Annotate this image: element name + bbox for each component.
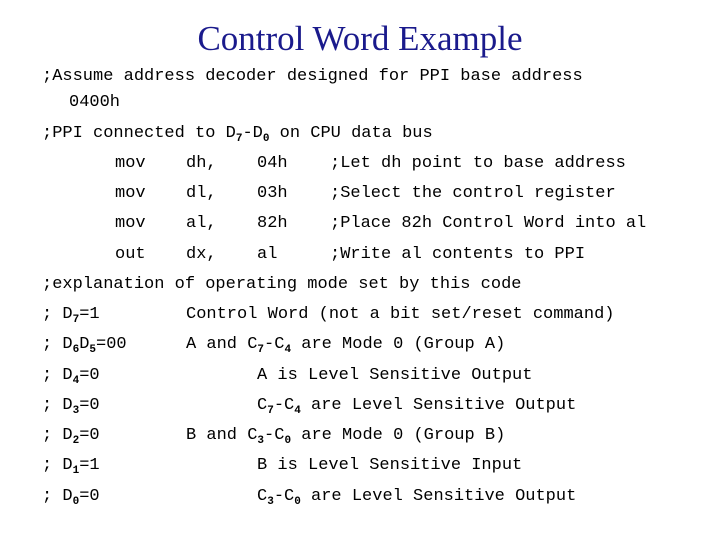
bit-d0-description: $C_3-C_0$ are Level Sensitive Output (257, 487, 577, 508)
bit-d0-label: ; $D_0=0$ (42, 487, 100, 508)
bit-d2-description: B and $C_3-C_0$ are Mode 0 (Group B) (186, 426, 506, 447)
operand-2: al (257, 245, 278, 264)
bit-d4-description: A is Level Sensitive Output (257, 366, 533, 385)
operand-1: dl, (186, 184, 217, 203)
operand-1: dx, (186, 245, 217, 264)
bit-d7-description: Control Word (not a bit set/reset command) (186, 305, 615, 324)
opcode: mov (115, 184, 146, 203)
code-comment: ;Let dh point to base address (330, 154, 626, 173)
bit-d7-label: ; $D_7=1$ (42, 305, 100, 326)
opcode: mov (115, 214, 146, 233)
bit-d3-label: ; $D_3=0$ (42, 396, 100, 417)
bit-d2-label: ; $D_2=0$ (42, 426, 100, 447)
bit-d6d5-label: ; $D_6D_5=00$ (42, 335, 127, 356)
operand-1: dh, (186, 154, 217, 173)
opcode: out (115, 245, 146, 264)
code-comment: ;Select the control register (330, 184, 616, 203)
operand-1: al, (186, 214, 217, 233)
operand-2: 03h (257, 184, 288, 203)
bit-d6d5-description: A and $C_7-C_4$ are Mode 0 (Group A) (186, 335, 506, 356)
slide-title: Control Word Example (197, 19, 523, 58)
bit-d1-description: B is Level Sensitive Input (257, 456, 523, 475)
operand-2: 04h (257, 154, 288, 173)
bit-d3-description: $C_7-C_4$ are Level Sensitive Output (257, 396, 577, 417)
bit-d4-label: ; $D_4=0$ (42, 366, 100, 387)
code-comment: ;Write al contents to PPI (330, 245, 586, 264)
assume-comment: ;Assume address decoder designed for PPI base address (42, 67, 583, 86)
opcode: mov (115, 154, 146, 173)
base-address-value: 0400h (69, 93, 121, 112)
operand-2: 82h (257, 214, 288, 233)
code-comment: ;Place 82h Control Word into al (330, 214, 647, 233)
ppi-connection-comment: ;PPI connected to $D_7-D_0$ on CPU data bus (42, 124, 433, 145)
explanation-heading: ;explanation of operating mode set by this code (42, 275, 522, 294)
bit-d1-label: ; $D_1=1$ (42, 456, 100, 477)
